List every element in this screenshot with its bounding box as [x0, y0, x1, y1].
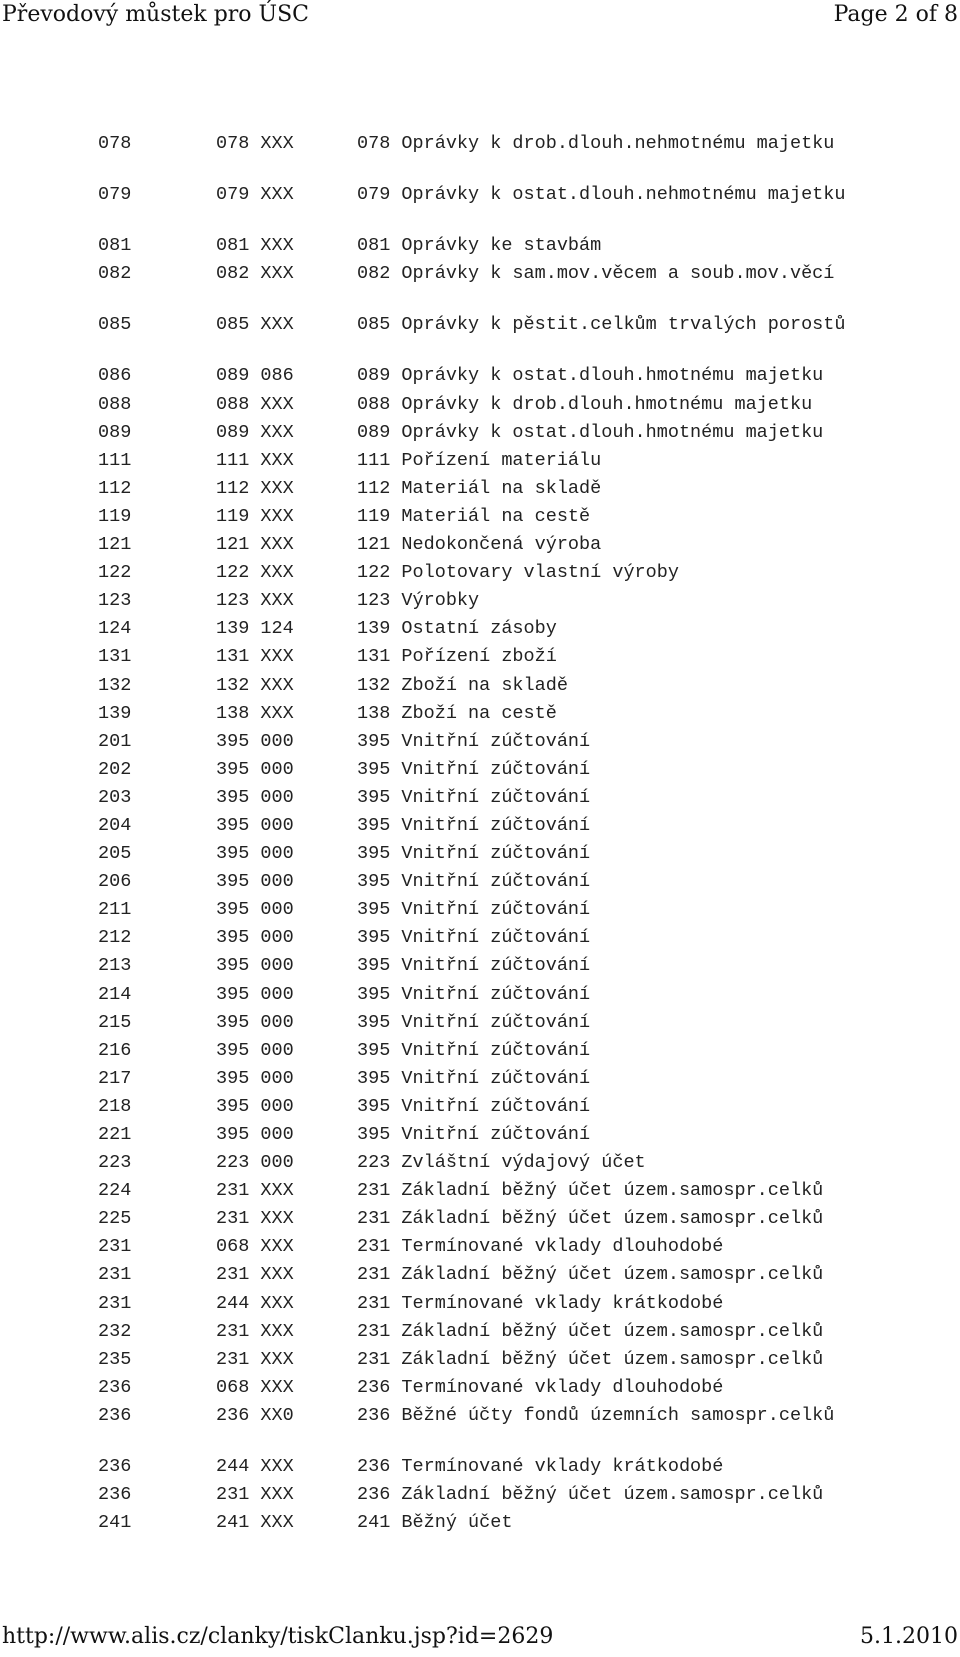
account-description: 138 Zboží na cestě	[357, 702, 557, 724]
new-account-number: 395 000	[216, 871, 294, 893]
table-row	[98, 645, 898, 668]
table-row	[98, 702, 898, 725]
new-account-number: 079 XXX	[216, 184, 294, 206]
old-account-number: 241	[98, 1512, 132, 1534]
table-row	[98, 758, 898, 781]
table-row	[98, 1123, 898, 1146]
old-account-number: 236	[98, 1404, 132, 1426]
new-account-number: 132 XXX	[216, 674, 294, 696]
account-description: 082 Oprávky k sam.mov.věcem a soub.mov.věcí	[357, 263, 835, 285]
old-account-number: 119	[98, 505, 132, 527]
old-account-number: 123	[98, 590, 132, 612]
new-account-number: 139 124	[216, 618, 294, 640]
new-account-number: 395 000	[216, 730, 294, 752]
table-row	[98, 421, 898, 444]
table-row	[98, 1039, 898, 1062]
table-row	[98, 561, 898, 584]
account-description: 131 Pořízení zboží	[357, 646, 557, 668]
new-account-number: 395 000	[216, 927, 294, 949]
new-account-number: 088 XXX	[216, 393, 294, 415]
old-account-number: 215	[98, 1011, 132, 1033]
account-description: 122 Polotovary vlastní výroby	[357, 562, 679, 584]
account-description: 395 Vnitřní zúčtování	[357, 871, 591, 893]
old-account-number: 112	[98, 477, 132, 499]
new-account-number: 068 XXX	[216, 1376, 294, 1398]
table-row	[98, 1067, 898, 1090]
account-description: 088 Oprávky k drob.dlouh.hmotnému majetku	[357, 393, 813, 415]
account-description: 395 Vnitřní zúčtování	[357, 927, 591, 949]
account-description: 241 Běžný účet	[357, 1512, 513, 1534]
table-row	[98, 1404, 898, 1450]
old-account-number: 236	[98, 1376, 132, 1398]
table-row	[98, 1263, 898, 1286]
table-row	[98, 842, 898, 865]
account-description: 231 Termínované vklady krátkodobé	[357, 1292, 724, 1314]
account-description: 121 Nedokončená výroba	[357, 534, 602, 556]
table-row	[98, 1483, 898, 1506]
new-account-number: 231 XXX	[216, 1348, 294, 1370]
account-description: 395 Vnitřní zúčtování	[357, 758, 591, 780]
old-account-number: 218	[98, 1095, 132, 1117]
new-account-number: 131 XXX	[216, 646, 294, 668]
account-description: 231 Základní běžný účet územ.samospr.celků	[357, 1264, 824, 1286]
new-account-number: 231 XXX	[216, 1208, 294, 1230]
new-account-number: 244 XXX	[216, 1292, 294, 1314]
old-account-number: 236	[98, 1456, 132, 1478]
new-account-number: 241 XXX	[216, 1512, 294, 1534]
table-row	[98, 132, 898, 178]
account-description: 231 Základní běžný účet územ.samospr.celků	[357, 1320, 824, 1342]
old-account-number: 224	[98, 1180, 132, 1202]
old-account-number: 221	[98, 1124, 132, 1145]
table-row	[98, 926, 898, 949]
old-account-number: 132	[98, 674, 132, 696]
old-account-number: 235	[98, 1348, 132, 1370]
table-row	[98, 674, 898, 697]
new-account-number: 231 XXX	[216, 1180, 294, 1202]
table-row	[98, 533, 898, 556]
account-description: 089 Oprávky k ostat.dlouh.hmotnému majetku	[357, 365, 824, 387]
new-account-number: 231 XXX	[216, 1264, 294, 1286]
table-row	[98, 1455, 898, 1478]
account-description: 395 Vnitřní zúčtování	[357, 1067, 591, 1089]
new-account-number: 138 XXX	[216, 702, 294, 724]
new-account-number: 236 XX0	[216, 1404, 294, 1426]
old-account-number: 089	[98, 421, 132, 443]
table-row	[98, 262, 898, 308]
old-account-number: 088	[98, 393, 132, 415]
old-account-number: 212	[98, 927, 132, 949]
table-row	[98, 589, 898, 612]
table-row	[98, 730, 898, 753]
table-row	[98, 1376, 898, 1399]
table-row	[98, 393, 898, 416]
table-row	[98, 313, 898, 359]
table-row	[98, 1292, 898, 1315]
old-account-number: 205	[98, 843, 132, 865]
new-account-number: 395 000	[216, 983, 294, 1005]
new-account-number: 112 XXX	[216, 477, 294, 499]
table-row	[98, 364, 898, 387]
account-mapping-table	[98, 132, 898, 1539]
account-description: 231 Základní běžný účet územ.samospr.celků	[357, 1208, 824, 1230]
table-row	[98, 786, 898, 809]
old-account-number: 111	[98, 449, 132, 471]
account-description: 395 Vnitřní zúčtování	[357, 730, 591, 752]
old-account-number: 122	[98, 562, 132, 584]
table-row	[98, 1151, 898, 1174]
old-account-number: 203	[98, 786, 132, 808]
account-description: 223 Zvláštní výdajový účet	[357, 1152, 646, 1174]
account-description: 236 Běžné účty fondů územních samospr.celků	[357, 1404, 835, 1426]
old-account-number: 078	[98, 133, 132, 154]
new-account-number: 068 XXX	[216, 1236, 294, 1258]
table-row	[98, 1320, 898, 1343]
table-row	[98, 954, 898, 977]
table-row	[98, 234, 898, 257]
new-account-number: 395 000	[216, 1067, 294, 1089]
table-row	[98, 870, 898, 893]
account-description: 236 Termínované vklady dlouhodobé	[357, 1376, 724, 1398]
new-account-number: 395 000	[216, 1039, 294, 1061]
account-description: 078 Oprávky k drob.dlouh.nehmotnému majetku	[357, 133, 835, 154]
old-account-number: 206	[98, 871, 132, 893]
account-description: 132 Zboží na skladě	[357, 674, 568, 696]
account-description: 089 Oprávky k ostat.dlouh.hmotnému majetku	[357, 421, 824, 443]
old-account-number: 202	[98, 758, 132, 780]
document-title: Převodový můstek pro ÚSC	[2, 2, 309, 27]
account-description: 395 Vnitřní zúčtování	[357, 955, 591, 977]
account-description: 395 Vnitřní zúčtování	[357, 843, 591, 865]
account-description: 112 Materiál na skladě	[357, 477, 602, 499]
table-row	[98, 1095, 898, 1118]
account-description: 231 Termínované vklady dlouhodobé	[357, 1236, 724, 1258]
old-account-number: 131	[98, 646, 132, 668]
old-account-number: 231	[98, 1264, 132, 1286]
account-description: 236 Termínované vklady krátkodobé	[357, 1456, 724, 1478]
table-row	[98, 1207, 898, 1230]
new-account-number: 231 XXX	[216, 1484, 294, 1506]
account-description: 395 Vnitřní zúčtování	[357, 899, 591, 921]
old-account-number: 079	[98, 184, 132, 206]
old-account-number: 204	[98, 814, 132, 836]
account-description: 395 Vnitřní zúčtování	[357, 814, 591, 836]
account-description: 395 Vnitřní zúčtování	[357, 1039, 591, 1061]
account-description: 123 Výrobky	[357, 590, 480, 612]
old-account-number: 217	[98, 1067, 132, 1089]
account-description: 081 Oprávky ke stavbám	[357, 235, 602, 257]
table-row	[98, 183, 898, 229]
new-account-number: 085 XXX	[216, 314, 294, 336]
table-row	[98, 617, 898, 640]
new-account-number: 231 XXX	[216, 1320, 294, 1342]
account-description: 395 Vnitřní zúčtování	[357, 1011, 591, 1033]
table-row	[98, 983, 898, 1006]
account-description: 395 Vnitřní zúčtování	[357, 1095, 591, 1117]
account-description: 231 Základní běžný účet územ.samospr.celků	[357, 1348, 824, 1370]
new-account-number: 121 XXX	[216, 534, 294, 556]
new-account-number: 395 000	[216, 955, 294, 977]
account-description: 395 Vnitřní zúčtování	[357, 983, 591, 1005]
old-account-number: 236	[98, 1484, 132, 1506]
new-account-number: 395 000	[216, 899, 294, 921]
account-description: 236 Základní běžný účet územ.samospr.celků	[357, 1484, 824, 1506]
account-description: 085 Oprávky k pěstit.celkům trvalých porostů	[357, 314, 846, 336]
new-account-number: 122 XXX	[216, 562, 294, 584]
old-account-number: 231	[98, 1292, 132, 1314]
new-account-number: 395 000	[216, 1095, 294, 1117]
old-account-number: 211	[98, 899, 132, 921]
page-indicator: Page 2 of 8	[833, 2, 958, 27]
old-account-number: 213	[98, 955, 132, 977]
old-account-number: 201	[98, 730, 132, 752]
old-account-number: 216	[98, 1039, 132, 1061]
old-account-number: 214	[98, 983, 132, 1005]
account-description: 139 Ostatní zásoby	[357, 618, 557, 640]
old-account-number: 231	[98, 1236, 132, 1258]
new-account-number: 395 000	[216, 1011, 294, 1033]
new-account-number: 119 XXX	[216, 505, 294, 527]
old-account-number: 139	[98, 702, 132, 724]
source-url[interactable]: http://www.alis.cz/clanky/tiskClanku.jsp?id=2629	[2, 1624, 554, 1649]
old-account-number: 082	[98, 263, 132, 285]
old-account-number: 225	[98, 1208, 132, 1230]
old-account-number: 081	[98, 235, 132, 257]
new-account-number: 089 XXX	[216, 421, 294, 443]
table-row	[98, 1011, 898, 1034]
new-account-number: 078 XXX	[216, 133, 294, 154]
new-account-number: 395 000	[216, 786, 294, 808]
account-description: 119 Materiál na cestě	[357, 505, 591, 527]
old-account-number: 124	[98, 618, 132, 640]
new-account-number: 395 000	[216, 843, 294, 865]
table-row	[98, 814, 898, 837]
new-account-number: 081 XXX	[216, 235, 294, 257]
new-account-number: 123 XXX	[216, 590, 294, 612]
table-row	[98, 1179, 898, 1202]
table-row	[98, 505, 898, 528]
table-row	[98, 477, 898, 500]
table-row	[98, 1511, 898, 1534]
account-description: 111 Pořízení materiálu	[357, 449, 602, 471]
new-account-number: 395 000	[216, 758, 294, 780]
new-account-number: 089 086	[216, 365, 294, 387]
account-description: 395 Vnitřní zúčtování	[357, 1124, 591, 1145]
account-description: 231 Základní běžný účet územ.samospr.celků	[357, 1180, 824, 1202]
old-account-number: 121	[98, 534, 132, 556]
new-account-number: 395 000	[216, 814, 294, 836]
new-account-number: 244 XXX	[216, 1456, 294, 1478]
new-account-number: 111 XXX	[216, 449, 294, 471]
account-description: 079 Oprávky k ostat.dlouh.nehmotnému majetku	[357, 184, 846, 206]
account-description: 395 Vnitřní zúčtování	[357, 786, 591, 808]
table-row	[98, 449, 898, 472]
table-row	[98, 898, 898, 921]
old-account-number: 086	[98, 365, 132, 387]
table-row	[98, 1348, 898, 1371]
new-account-number: 223 000	[216, 1152, 294, 1174]
old-account-number: 232	[98, 1320, 132, 1342]
print-date: 5.1.2010	[860, 1624, 958, 1649]
table-row	[98, 1235, 898, 1258]
old-account-number: 085	[98, 314, 132, 336]
new-account-number: 395 000	[216, 1124, 294, 1145]
new-account-number: 082 XXX	[216, 263, 294, 285]
old-account-number: 223	[98, 1152, 132, 1174]
